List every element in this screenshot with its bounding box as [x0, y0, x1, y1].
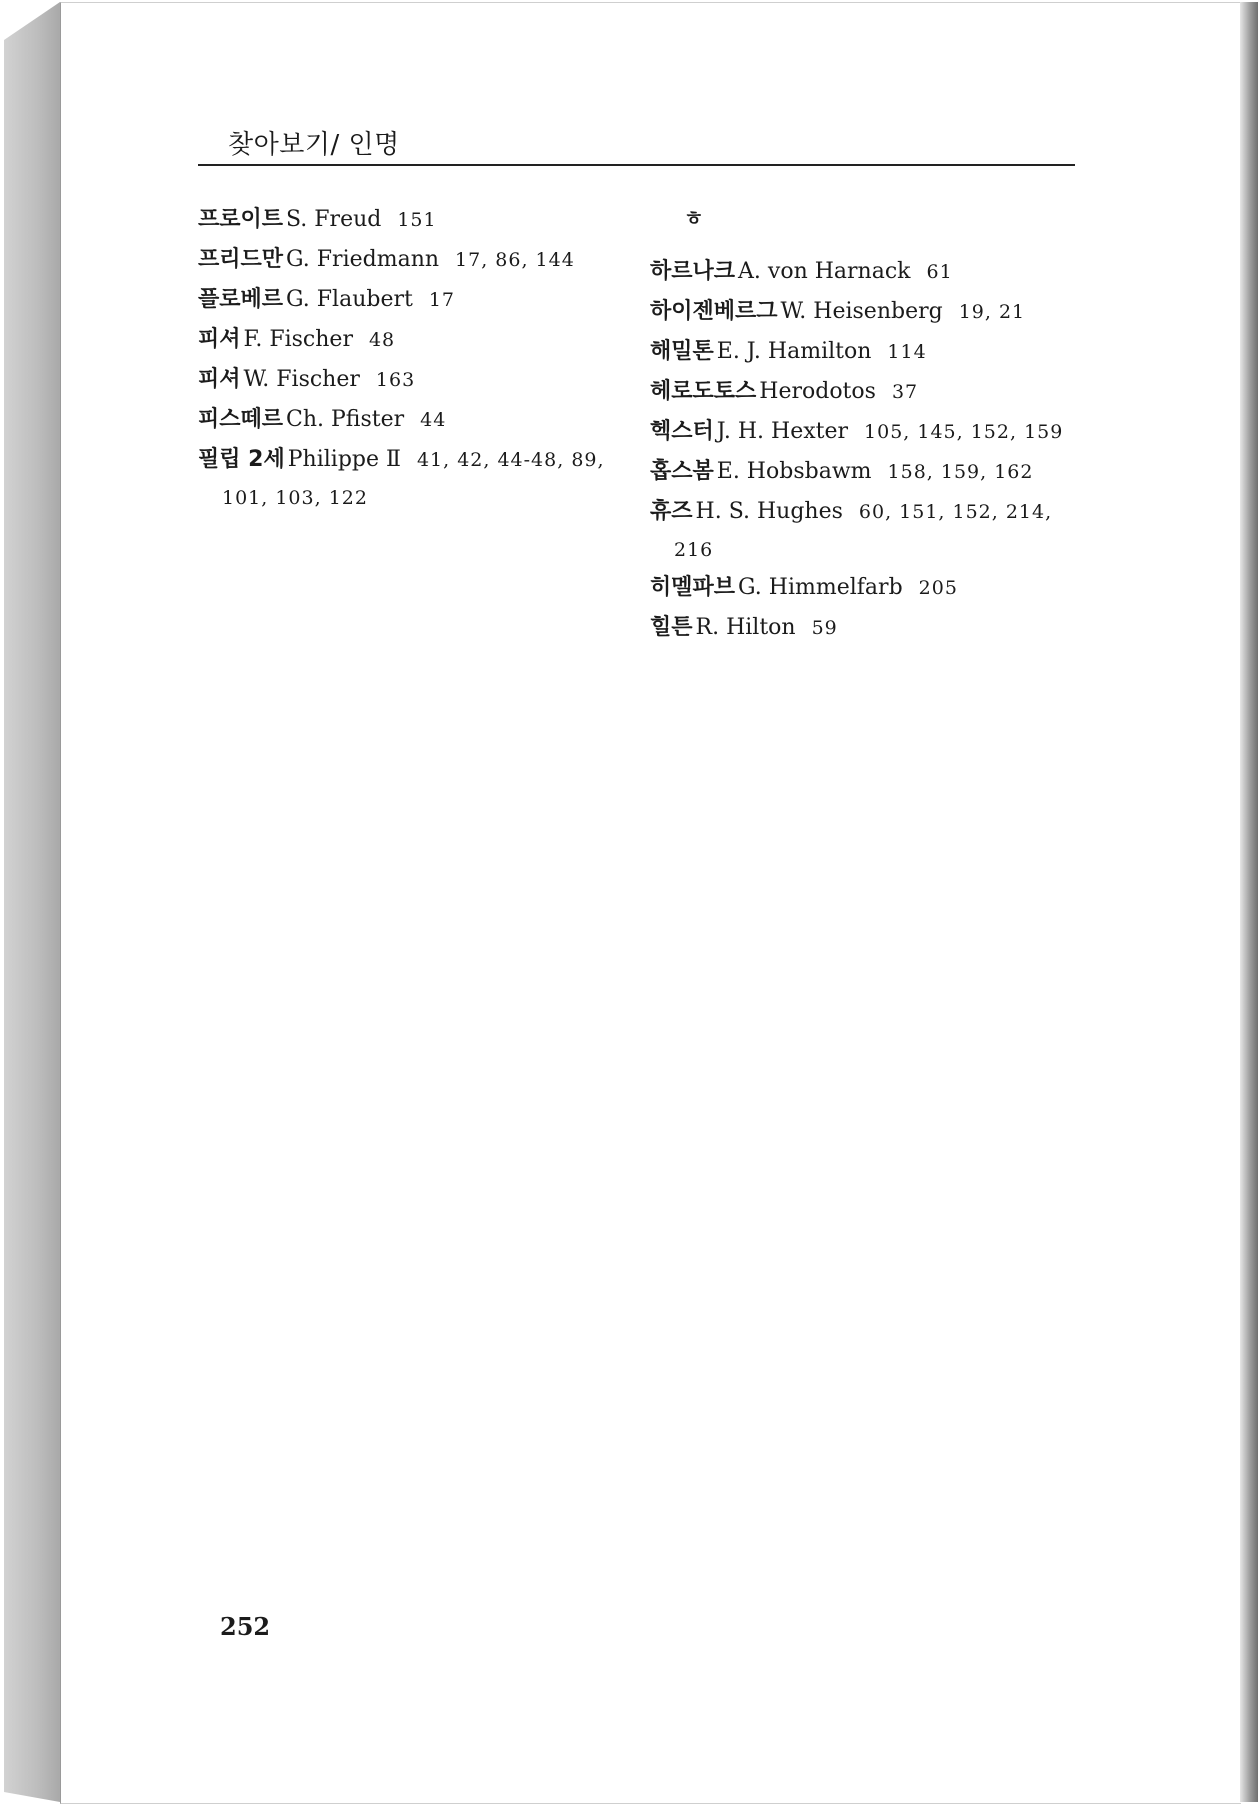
latin-name: A. von Harnack [738, 259, 911, 284]
korean-name: 피스떼르 [198, 407, 284, 432]
latin-name: Ch. Pfister [286, 407, 405, 432]
korean-name: 필립 2세 [198, 447, 285, 472]
page-number: 252 [220, 1612, 271, 1641]
index-entry [650, 332, 1090, 372]
latin-name: G. Friedmann [286, 247, 440, 272]
page-refs: 114 [887, 341, 927, 363]
latin-name: W. Fischer [243, 367, 360, 392]
page-refs: 163 [375, 369, 416, 391]
index-entry [198, 320, 618, 360]
page-refs: 37 [891, 381, 919, 403]
page-refs: 158, 159, 162 [887, 461, 1034, 483]
index-column-right [650, 200, 1090, 648]
page-refs: 19, 21 [958, 301, 1026, 323]
index-entry [650, 292, 1090, 332]
section-letter: ㅎ [684, 206, 704, 230]
index-entry [198, 200, 618, 240]
book-spine [4, 2, 60, 1802]
korean-name: 피셔 [198, 367, 241, 392]
korean-name: 프리드만 [198, 247, 284, 272]
korean-name: 피셔 [198, 327, 241, 352]
index-entry [198, 400, 618, 440]
latin-name: E. J. Hamilton [716, 339, 872, 364]
korean-name: 헥스터 [650, 419, 714, 444]
latin-name: S. Freud [286, 207, 382, 232]
latin-name: G. Himmelfarb [738, 575, 903, 600]
page-refs: 205 [918, 577, 958, 599]
latin-name: F. Fischer [243, 327, 353, 352]
latin-name: W. Heisenberg [780, 299, 943, 324]
latin-name: H. S. Hughes [695, 499, 843, 524]
latin-name: J. H. Hexter [716, 419, 849, 444]
latin-name: R. Hilton [695, 615, 796, 640]
page-refs: 151 [397, 209, 437, 231]
page-refs: 59 [811, 617, 838, 639]
korean-name: 히멜파브 [650, 575, 736, 600]
page-refs: 41, 42, 44-48, 89, [416, 449, 605, 471]
index-entry [198, 240, 618, 280]
korean-name: 헤로도토스 [650, 379, 757, 404]
index-entry [198, 440, 618, 480]
header-rule [198, 164, 1075, 166]
index-entry [650, 568, 1090, 608]
korean-name: 홉스봄 [650, 459, 714, 484]
latin-name: E. Hobsbawm [716, 459, 872, 484]
korean-name: 해밀톤 [650, 339, 714, 364]
page-refs: 61 [926, 261, 953, 283]
page-refs: 17, 86, 144 [455, 249, 575, 271]
index-entry [650, 372, 1090, 412]
korean-name: 힐튼 [650, 615, 693, 640]
index-entry [650, 608, 1090, 648]
page-refs: 105, 145, 152, 159 [864, 421, 1064, 443]
latin-name: G. Flaubert [286, 287, 413, 312]
latin-name: Herodotos [759, 379, 876, 404]
index-entry [198, 280, 618, 320]
page-refs: 48 [368, 329, 396, 351]
index-entry [650, 412, 1090, 452]
index-entry [650, 492, 1090, 532]
latin-name: Philippe Ⅱ [287, 447, 401, 472]
korean-name: 플로베르 [198, 287, 284, 312]
index-entry [650, 452, 1090, 492]
index-entry [650, 252, 1090, 292]
page-refs: 44 [420, 409, 447, 431]
page-refs: 17 [428, 289, 456, 311]
page-edge [1240, 2, 1258, 1802]
korean-name: 휴즈 [650, 499, 693, 524]
korean-name: 하르나크 [650, 259, 736, 284]
index-entry [198, 360, 618, 400]
page-refs-continuation: 101, 103, 122 [222, 487, 368, 509]
korean-name: 하이젠베르그 [650, 299, 778, 324]
page-refs-continuation: 216 [674, 539, 714, 561]
running-head: 찾아보기/ 인명 [228, 130, 400, 160]
korean-name: 프로이트 [198, 207, 284, 232]
page-refs: 60, 151, 152, 214, [858, 501, 1053, 523]
index-column-left [198, 200, 618, 516]
